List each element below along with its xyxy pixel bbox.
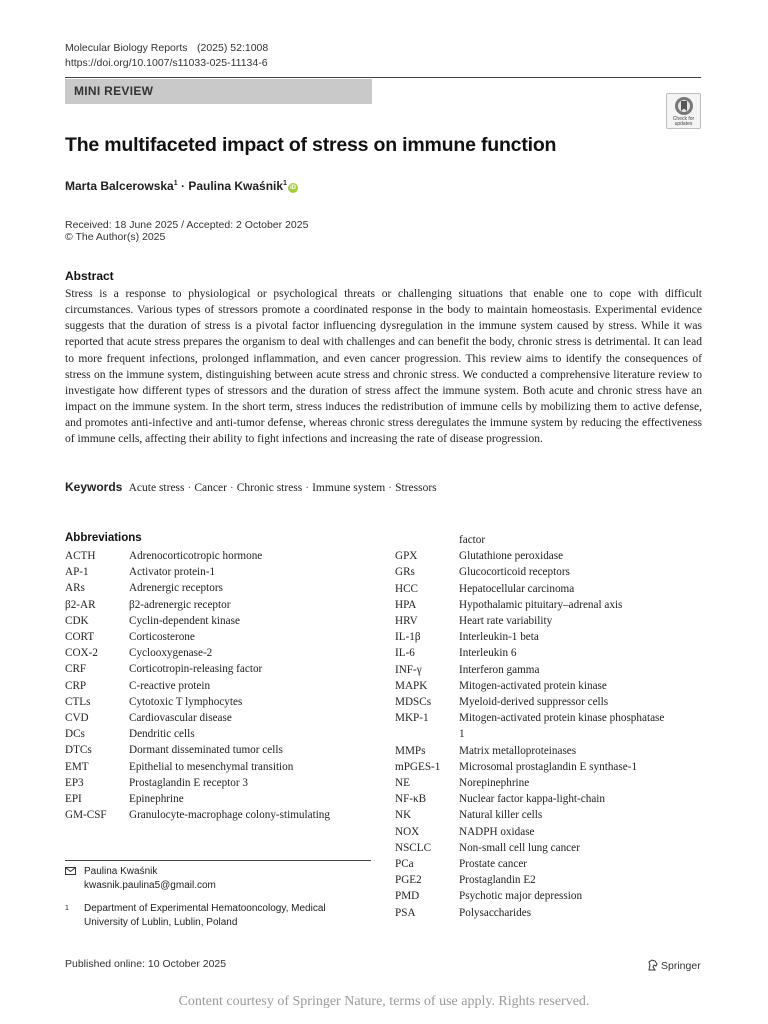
abbreviation-row — [395, 726, 705, 742]
affiliation-line: Department of Experimental Hematooncology, Medical — [84, 903, 326, 914]
keyword: Immune system — [312, 482, 386, 494]
abbreviation-term: EP3 — [65, 776, 84, 789]
affiliation-note — [65, 902, 326, 930]
abbreviation-definition: Interleukin-1 beta — [459, 631, 539, 644]
abbreviation-row — [395, 678, 705, 694]
corresponding-author-note — [65, 865, 326, 893]
abbreviation-term: MAPK — [395, 679, 428, 692]
abbreviation-definition: Prostaglandin E2 — [459, 874, 536, 887]
abbreviations-left-column — [65, 548, 385, 823]
abbreviation-row — [65, 742, 385, 758]
author-separator: · — [180, 179, 185, 193]
abbreviation-definition: Interleukin 6 — [459, 647, 517, 660]
abstract-text: Stress is a response to physiological or psychological threats or challenging situations that enable one to cope with difficult circumstances. Various types of stressors promote a coordinated response in the body to maintain homeostasis. Experimental evidence suggests that the duration of stress is a pivotal factor influencing dysregulation in the immune system caused by stress. While it was reported that acute stress prepares the organism to deal with challenges and can benefit the body, chronic stress is detrimental. It can lead to more frequent infections, prolonged inflammation, and even cancer progression. This review aims to identify the consequences of stress on the immune system, distinguishing between acute stress and chronic stress. We conducted a comprehensive literature review to investigate how different types of stressors and the duration of stress affect the immune system. Both acute and chronic stress have an impact on the immune system. In the short term, stress induces the redistribution of immune cells by mobilizing them to active defense, and promotes anti-infective and anti-tumor defense, whereas chronic stress deregulates the immune system by reducing the effectiveness of immune cells, affecting their ability to fight infections and increasing the rate of disease progression. — [65, 288, 702, 446]
footnote-divider — [65, 860, 371, 861]
abbreviation-term: GM-CSF — [65, 809, 107, 822]
abbreviation-definition: Psychotic major depression — [459, 890, 583, 903]
abbreviation-row — [395, 840, 705, 856]
abbreviation-term — [395, 532, 459, 548]
abbreviation-definition: Dendritic cells — [129, 728, 195, 741]
keyword-separator: · — [305, 482, 310, 494]
abbreviation-row — [65, 645, 385, 661]
abbreviation-term: HRV — [395, 615, 418, 628]
abbreviation-term: NE — [395, 777, 410, 790]
corresponding-author-name: Paulina Kwaśnik — [84, 866, 158, 877]
check-for-updates-button[interactable] — [666, 93, 701, 129]
abbreviation-term: β2-AR — [65, 598, 96, 611]
abbreviation-definition: Natural killer cells — [459, 809, 543, 822]
abbreviation-definition: Mitogen-activated protein kinase phosphatase — [459, 712, 665, 725]
copyright-notice: © The Author(s) 2025 — [65, 231, 166, 243]
author-affiliation-mark: 1 — [173, 180, 178, 187]
keyword-separator: · — [388, 482, 393, 494]
published-online: Published online: 10 October 2025 — [65, 958, 227, 970]
abbreviation-row — [65, 791, 385, 807]
abbreviation-definition: Epithelial to mesenchymal transition — [129, 760, 294, 773]
abbreviation-term: PSA — [395, 906, 416, 919]
abbreviation-definition: Prostaglandin E receptor 3 — [129, 776, 248, 789]
abbreviation-term: CTLs — [65, 695, 91, 708]
article-type-banner: MINI REVIEW — [65, 79, 372, 104]
abbreviation-definition: Microsomal prostaglandin E synthase-1 — [459, 760, 638, 773]
abbreviation-term: MDSCs — [395, 696, 432, 709]
abbreviation-term: GPX — [395, 550, 418, 563]
publisher-logo[interactable] — [647, 959, 701, 972]
springer-horse-icon — [647, 959, 659, 971]
abbreviation-term: PMD — [395, 890, 420, 903]
abbreviation-term: IL-6 — [395, 647, 415, 660]
abbreviation-row — [395, 597, 705, 613]
abbreviation-term: mPGES-1 — [395, 760, 441, 773]
abbreviation-row — [395, 629, 705, 645]
abbreviation-term: CVD — [65, 712, 89, 725]
journal-header — [65, 41, 268, 71]
abbreviation-definition: Dormant disseminated tumor cells — [129, 744, 283, 757]
abbreviation-definition: Epinephrine — [129, 793, 184, 806]
keyword: Stressors — [395, 482, 437, 494]
abbreviation-term: PCa — [395, 858, 414, 871]
orcid-icon[interactable]: iD — [289, 185, 296, 191]
abbreviation-definition: Heart rate variability — [459, 615, 553, 628]
abbreviation-term — [395, 726, 459, 742]
abbreviation-row — [395, 710, 705, 726]
abbreviation-row — [395, 645, 705, 661]
courtesy-notice: Content courtesy of Springer Nature, terms of use apply. Rights reserved. — [178, 994, 590, 1009]
abbreviation-definition: NADPH oxidase — [459, 825, 535, 838]
abbreviation-term: EMT — [65, 760, 89, 773]
abbreviation-definition: Non-small cell lung cancer — [459, 841, 580, 854]
abbreviation-definition: Polysaccharides — [459, 906, 532, 919]
keywords-line — [65, 480, 437, 494]
abbreviation-row — [65, 775, 385, 791]
abbreviation-row — [395, 775, 705, 791]
abbreviation-row — [395, 807, 705, 823]
abbreviation-definition: Cyclin-dependent kinase — [129, 614, 240, 627]
abbreviation-definition: Granulocyte-macrophage colony-stimulating — [129, 809, 330, 822]
abbreviation-term: MMPs — [395, 744, 426, 757]
abbreviation-term: DCs — [65, 728, 85, 741]
abbreviation-definition: Norepinephrine — [459, 777, 530, 790]
keyword-separator: · — [187, 482, 192, 494]
abbreviation-definition: Cytotoxic T lymphocytes — [129, 695, 243, 708]
abbreviation-term: NOX — [395, 825, 420, 838]
abbreviation-term: AP-1 — [65, 566, 89, 579]
abbreviation-definition: Corticotropin-releasing factor — [129, 663, 263, 676]
abbreviation-row — [395, 613, 705, 629]
abbreviation-definition: Prostate cancer — [459, 858, 528, 871]
abbreviation-row — [65, 759, 385, 775]
journal-volume: (2025) 52:1008 — [197, 42, 269, 54]
abbreviation-definition: Activator protein-1 — [129, 566, 216, 579]
abbreviation-definition: Cardiovascular disease — [129, 712, 232, 725]
abbreviation-row — [395, 856, 705, 872]
abstract-heading: Abstract — [65, 269, 114, 283]
abbreviation-definition: factor — [459, 534, 486, 546]
abbreviation-definition: Mitogen-activated protein kinase — [459, 679, 607, 692]
keyword-separator: · — [229, 482, 234, 494]
abbreviation-row — [395, 872, 705, 888]
author-list — [65, 179, 298, 193]
abbreviation-term: CRP — [65, 679, 87, 692]
check-for-updates-label: Check for updates — [672, 116, 695, 127]
abbreviation-definition: Corticosterone — [129, 631, 195, 644]
affiliation-mark: 1 — [65, 905, 69, 912]
abbreviation-row — [395, 791, 705, 807]
abbreviation-row — [395, 905, 705, 921]
abbreviation-row — [65, 661, 385, 677]
abbreviation-row — [395, 564, 705, 580]
abbreviation-row — [395, 548, 705, 564]
author-name[interactable]: Marta Balcerowska — [65, 179, 174, 193]
abbreviation-term: INF-γ — [395, 663, 422, 676]
abbreviation-row — [65, 694, 385, 710]
doi-link[interactable]: https://doi.org/10.1007/s11033-025-11134-6 — [65, 57, 268, 69]
abbreviation-definition: 1 — [459, 728, 465, 741]
abbreviation-row — [65, 597, 385, 613]
abbreviation-term: NSCLC — [395, 841, 432, 854]
abbreviation-row — [65, 726, 385, 742]
abbreviation-term: DTCs — [65, 744, 92, 757]
abbreviation-term: PGE2 — [395, 874, 422, 887]
abbreviation-row — [65, 629, 385, 645]
abbreviation-definition: Glucocorticoid receptors — [459, 566, 570, 579]
article-dates — [65, 219, 308, 243]
abbreviation-row — [65, 580, 385, 596]
abbreviation-term: NF-κB — [395, 793, 427, 806]
journal-name: Molecular Biology Reports — [65, 42, 188, 54]
bookmark-check-icon — [674, 96, 694, 116]
abbreviation-definition: Glutathione peroxidase — [459, 550, 564, 563]
keyword: Cancer — [194, 482, 227, 494]
abbreviation-row — [395, 824, 705, 840]
corresponding-author-email[interactable]: kwasnik.paulina5@gmail.com — [84, 880, 216, 891]
abbreviation-definition: Myeloid-derived suppressor cells — [459, 696, 609, 709]
abbreviation-row — [395, 759, 705, 775]
abbreviation-term: CDK — [65, 614, 89, 627]
abbreviation-definition: Matrix metalloproteinases — [459, 744, 577, 757]
keywords-heading: Keywords — [65, 480, 123, 494]
abbreviation-row — [65, 564, 385, 580]
article-title: The multifaceted impact of stress on immune function — [65, 134, 557, 156]
abbreviation-row — [395, 888, 705, 904]
abbreviation-row — [65, 710, 385, 726]
publisher-name: Springer — [661, 960, 701, 972]
abbreviation-row — [65, 613, 385, 629]
abbreviation-row — [395, 532, 705, 548]
keyword: Chronic stress — [236, 482, 303, 494]
abbreviation-definition: Adrenergic receptors — [129, 582, 223, 595]
abbreviation-definition: Hypothalamic pituitary–adrenal axis — [459, 598, 623, 611]
abbreviations-right-column — [395, 532, 705, 921]
abbreviation-term: ARs — [65, 582, 85, 595]
abbreviation-definition: Hepatocellular carcinoma — [459, 582, 575, 595]
envelope-icon — [65, 867, 76, 875]
abbreviation-row — [395, 581, 705, 597]
keyword: Acute stress — [128, 482, 185, 494]
abbreviation-term: CRF — [65, 663, 87, 676]
received-accepted-dates: Received: 18 June 2025 / Accepted: 2 October 2025 — [65, 219, 309, 231]
abbreviation-definition: Adrenocorticotropic hormone — [129, 550, 263, 562]
abbreviation-term: IL-1β — [395, 631, 421, 644]
abbreviation-term: HPA — [395, 598, 417, 611]
abbreviation-term: MKP-1 — [395, 712, 429, 725]
abbreviation-term: EPI — [65, 793, 82, 806]
abbreviation-term: GRs — [395, 566, 415, 579]
abbreviation-term: ACTH — [65, 550, 96, 562]
header-divider — [65, 77, 701, 78]
abbreviation-row — [65, 678, 385, 694]
author-affiliation-mark: 1 — [283, 180, 287, 187]
abbreviation-row — [65, 807, 385, 823]
abbreviation-definition: C-reactive protein — [129, 679, 211, 692]
abbreviations-heading: Abbreviations — [65, 532, 142, 544]
abbreviation-term: HCC — [395, 582, 419, 595]
footnotes — [65, 865, 326, 930]
abbreviation-definition: Interferon gamma — [459, 663, 540, 676]
author-name[interactable]: Paulina Kwaśnik — [188, 179, 284, 193]
abbreviation-definition: Cyclooxygenase-2 — [129, 647, 213, 660]
abbreviation-row — [65, 548, 385, 564]
abbreviation-definition: β2-adrenergic receptor — [129, 598, 231, 611]
abbreviation-term: CORT — [65, 631, 95, 644]
abbreviation-term: COX-2 — [65, 647, 98, 660]
abbreviation-definition: Nuclear factor kappa-light-chain — [459, 793, 605, 806]
abbreviation-row — [395, 662, 705, 678]
affiliation-line: University of Lublin, Lublin, Poland — [84, 917, 238, 928]
abbreviation-row — [395, 694, 705, 710]
abbreviation-term: NK — [395, 809, 412, 822]
abbreviation-row — [395, 743, 705, 759]
